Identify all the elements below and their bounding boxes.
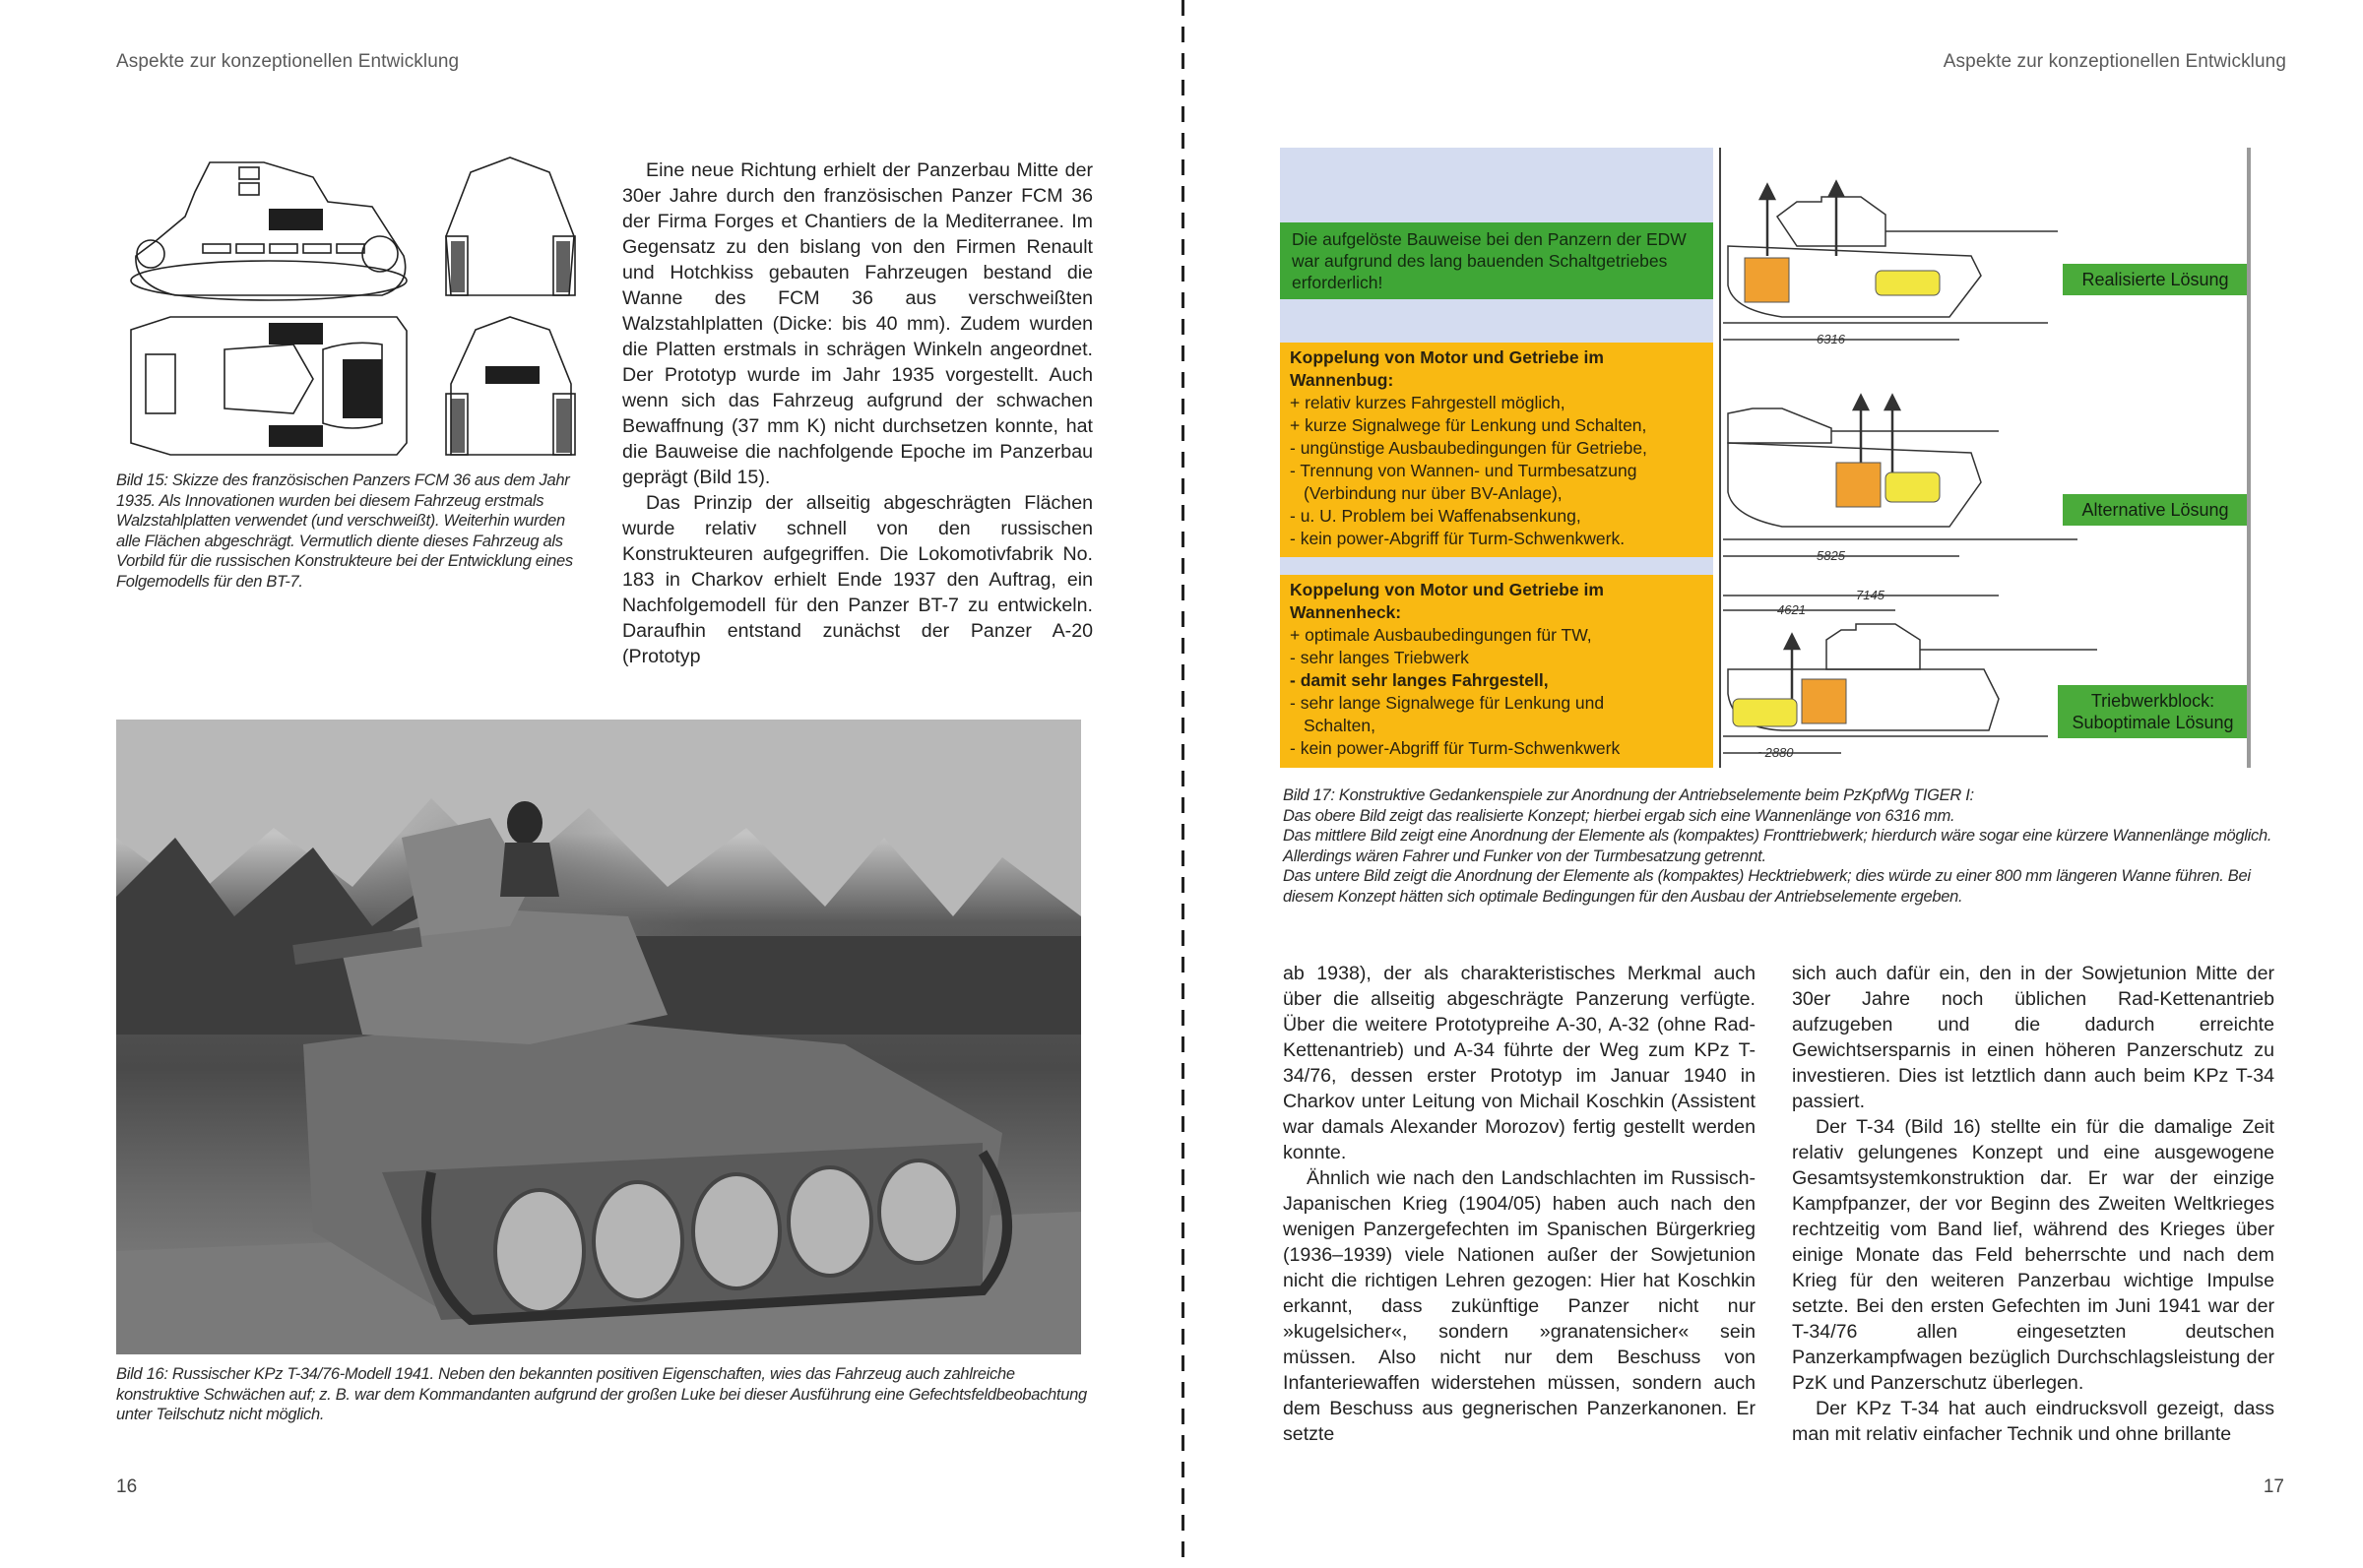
running-head-left: Aspekte zur konzeptionellen Entwicklung (116, 51, 460, 72)
tiger-cutaway-drawings (1723, 148, 2186, 768)
rear-drive-item: + optimale Ausbaubedingungen für TW, (1290, 625, 1592, 645)
rear-drive-title: Koppelung von Motor und Getriebe im Wannenheck: (1290, 580, 1604, 622)
paragraph: Der KPz T-34 hat auch eindrucksvoll gezeigt, dass man mit relativ einfacher Technik und ohne brillante (1792, 1398, 2274, 1445)
front-drive-box (1280, 343, 1713, 557)
front-drive-item: - u. U. Problem bei Waffenabsenkung, (1290, 506, 1581, 526)
figure-16-caption: Bild 16: Russischer KPz T-34/76-Modell 1941. Neben den bekannten positiven Eigenschaften, wies das Fahrzeug auch zahlreiche konstruktive Schwächen auf; z. B. war dem Kommandanten aufgrund der großen Luke bei dieser Ausführung eine Gefechtsfeldbeobachtung unter Teilschutz nicht möglich. (116, 1365, 1087, 1423)
front-drive-item: + relativ kurzes Fahrgestell möglich, (1290, 393, 1565, 412)
caption-line: Das obere Bild zeigt das realisierte Konzept; hierbei ergab sich eine Wannenlänge von 6316 mm. (1283, 806, 1955, 825)
dim-middle: 5825 (1817, 548, 1845, 563)
paragraph: Ähnlich wie nach den Landschlachten im Russisch-Japanischen Krieg (1904/05) haben auch nach den wenigen Panzergefechten im Spanischen Bürgerkrieg (1936–1939) viele Nationen außer der Sowjetunion nicht die richtigen Lehren gezogen: Hier hat Koschkin erkannt, dass zukünftige Panzer nicht nur »kugelsicher«, sondern »granatensicher« sein müssen. Also nicht nur dem Beschuss von Infanteriewaffen widerstehen müssen, sondern auch dem Beschuss aus gegnerischen Panzerkanonen. Er setzte (1283, 1167, 1756, 1445)
dim-bottom-rear: ~2880 (1757, 745, 1794, 760)
dim-bottom-partial: 4621 (1777, 602, 1806, 617)
figure-16-t34-photo (116, 720, 1081, 1354)
figure-15-fcm36-sketch (116, 148, 589, 461)
paragraph: Der T-34 (Bild 16) stellte ein für die damalige Zeit relativ gelungenes Konzept und eine ausgewogene Gesamtsystemkonstruktion dar. Er war der einzige Kampfpanzer, der vor Beginn des Zweiten Weltkrieges rechtzeitig vom Band lief, während des Krieges über einige Monate das Feld beherrschte und nach dem Krieg für den weiteren Panzerbau wichtige Impulse setzte. Bei den ersten Gefechten im Juni 1941 war der T-34/76 allen eingesetzten deutschen Panzerkampfwagen bezüglich Durchschlagsleistung der PzK und Panzerschutz überlegen. (1792, 1116, 2274, 1394)
left-body-text (622, 157, 1093, 669)
paragraph: Eine neue Richtung erhielt der Panzerbau Mitte der 30er Jahre durch den französischen Panzer FCM 36 der Firma Forges et Chantiers de la Mediterranee. Im Gegensatz zu den bislang von den Firmen Renault und Hotchkiss gebauten Fahrzeugen bestand die Wanne des FCM 36 aus verschweißten Walzstahlplatten (Dicke: bis 40 mm). Zudem wurden die Platten erstmals in schrägen Winkeln angeordnet. Der Prototyp wurde im Jahr 1935 vorgestellt. Auch wenn sich das Fahrzeug aufgrund der schwachen Bewaffnung (37 mm K) nicht durchsetzen konnte, hat die Bauweise die nachfolgende Epoche im Panzerbau geprägt (Bild 15). (622, 159, 1093, 488)
blue-background (1280, 148, 1713, 222)
rear-drive-item: - sehr langes Triebwerk (1290, 648, 1469, 667)
tank-photo-icon (116, 720, 1081, 1354)
blue-background (1280, 557, 1713, 575)
rear-drive-item: - kein power-Abgriff für Turm-Schwenkwerk (1290, 738, 1621, 758)
tank-blueprint-icon (116, 148, 589, 461)
rear-drive-item: - damit sehr langes Fahrgestell, (1290, 670, 1549, 690)
page-number-right: 17 (2263, 1476, 2284, 1497)
front-drive-item: - kein power-Abgriff für Turm-Schwenkwerk. (1290, 529, 1626, 548)
diagram-separator (1719, 148, 1721, 768)
rear-drive-item: - sehr lange Signalwege für Lenkung und (1290, 693, 1605, 713)
dim-bottom-total: 7145 (1856, 588, 1884, 602)
front-drive-title: Koppelung von Motor und Getriebe im Wannenbug: (1290, 347, 1604, 390)
edw-note-box: Die aufgelöste Bauweise bei den Panzern der EDW war aufgrund des lang bauenden Schaltgetriebes erforderlich! (1280, 222, 1713, 299)
right-body-column-2 (1792, 961, 2274, 1447)
paragraph: Das Prinzip der allseitig abgeschrägten Flächen wurde relativ schnell von den russischen Konstrukteuren aufgegriffen. Die Lokomotivfabrik No. 183 in Charkov erhielt Ende 1937 den Auftrag, ein Nachfolgemodell für den Panzer BT-7 zu entwickeln. Daraufhin entstand zunächst der Panzer A-20 (Prototyp (622, 492, 1093, 667)
blue-background (1280, 299, 1713, 343)
figure-17-tiger-diagram (1280, 148, 2265, 768)
label-realised-solution: Realisierte Lösung (2063, 264, 2248, 295)
paragraph: ab 1938), der als charakteristisches Merkmal auch über die allseitig abgeschrägte Panzerung verfügte. Über die weitere Prototypreihe A-30, A-32 (ohne Rad-Kettenantrieb) und A-34 führte der Weg zum KPz T-34/76, dessen erster Prototyp im Januar 1940 in Charkov unter Leitung von Michail Koschkin (Assistent war damals Alexander Morozov) fertig gestellt werden konnte. (1283, 963, 1756, 1163)
label-line: Triebwerkblock: (2090, 691, 2215, 711)
caption-line: Bild 17: Konstruktive Gedankenspiele zur Anordnung der Antriebselemente beim PzKpfWg TIGER I: (1283, 786, 1974, 804)
rear-drive-item: Schalten, (1304, 716, 1375, 735)
right-body-column-1 (1283, 961, 1756, 1447)
caption-line: Das mittlere Bild zeigt eine Anordnung der Elemente als (kompaktes) Fronttriebwerk; hierdurch wäre sogar eine kürzere Wannenlänge möglich. Allerdings wären Fahrer und Funker von der Turmbesatzung getrennt. (1283, 827, 2272, 865)
front-drive-item: + kurze Signalwege für Lenkung und Schalten, (1290, 415, 1647, 435)
label-suboptimal-solution (2058, 685, 2248, 738)
diagram-edge (2247, 148, 2251, 768)
front-drive-item: - ungünstige Ausbaubedingungen für Getriebe, (1290, 438, 1647, 458)
page-number-left: 16 (116, 1476, 138, 1497)
tank-cutaway-icon (1723, 148, 2186, 768)
front-drive-item: - Trennung von Wannen- und Turmbesatzung (1290, 461, 1637, 480)
front-drive-item: (Verbindung nur über BV-Anlage), (1304, 483, 1563, 503)
label-alternative-solution: Alternative Lösung (2063, 494, 2248, 526)
running-head-right: Aspekte zur konzeptionellen Entwicklung (1943, 51, 2286, 72)
caption-line: Das untere Bild zeigt die Anordnung der Elemente als (kompaktes) Hecktriebwerk; dies würde zu einer 800 mm längeren Wanne führen. Bei diesem Konzept hätten sich optimale Bedingungen für den Ausbau der Antriebselemente ergeben. (1283, 867, 2251, 906)
rear-drive-box (1280, 575, 1713, 768)
paragraph: sich auch dafür ein, den in der Sowjetunion Mitte der 30er Jahre noch üblichen Rad-Kettenantrieb aufzugeben und die dadurch erreichte Gewichtsersparnis in einen höheren Panzerschutz zu investieren. Dies ist letztlich dann auch beim KPz T-34 passiert. (1792, 963, 2274, 1112)
dim-top: 6316 (1817, 332, 1845, 346)
label-line: Suboptimale Lösung (2072, 713, 2234, 732)
figure-17-caption (1283, 785, 2282, 907)
figure-15-caption: Bild 15: Skizze des französischen Panzers FCM 36 aus dem Jahr 1935. Als Innovationen wurden bei diesem Fahrzeug erstmals Walzstahlplatten verwendet (und verschweißt). Weiterhin wurden alle Flächen abgeschrägt. Vermutlich diente dieses Fahrzeug als Vorbild für die russischen Konstrukteure bei der Entwicklung eines Folgemodells für den BT-7. (116, 471, 573, 591)
